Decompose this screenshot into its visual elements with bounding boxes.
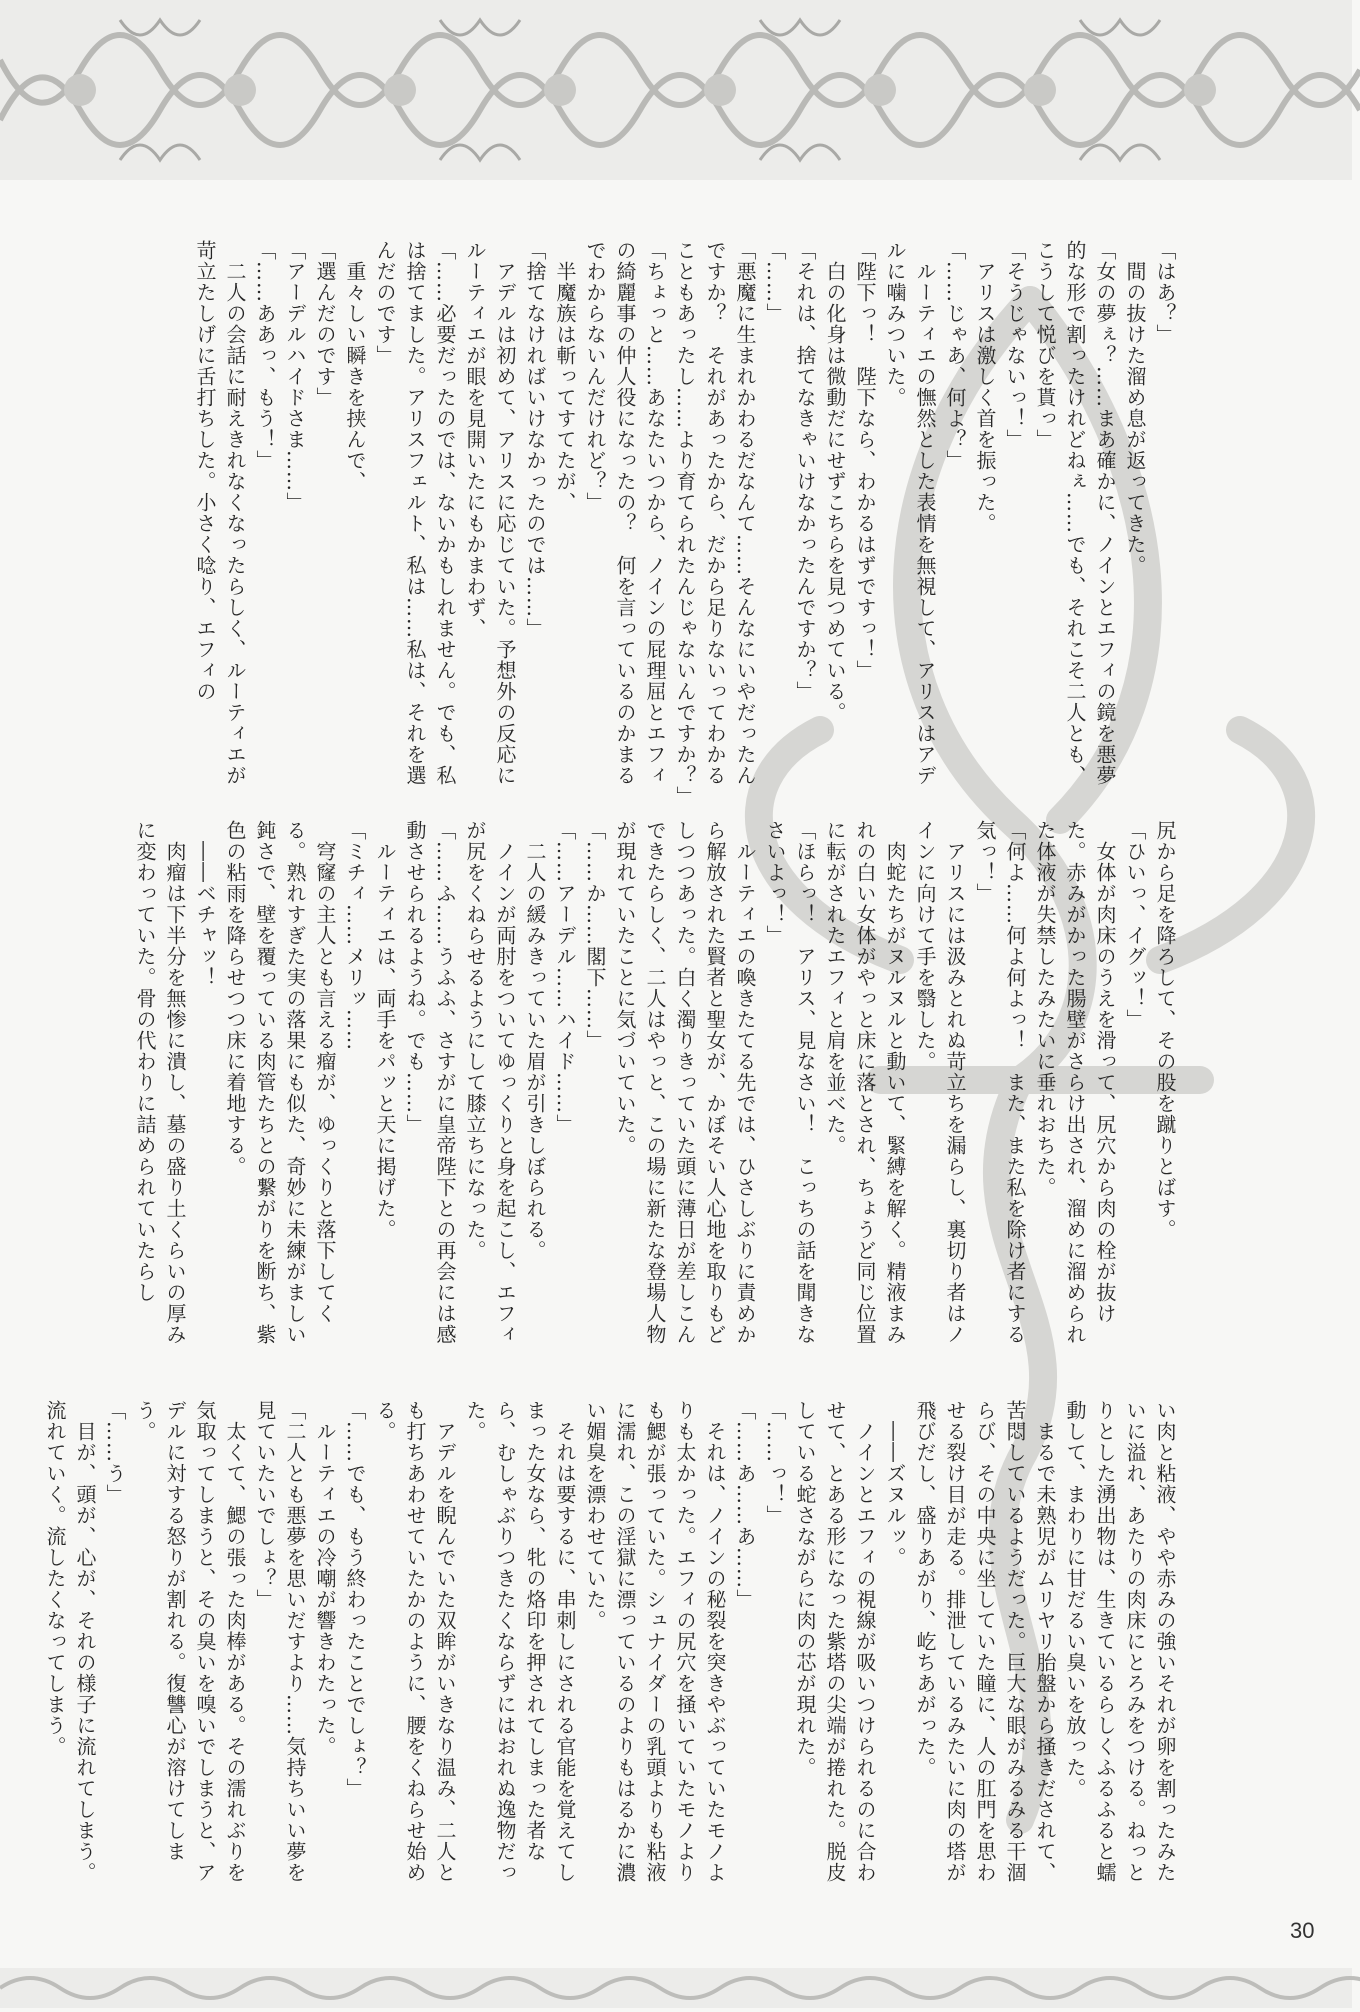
paragraph: 「アーデルハイドさま……」 (283, 240, 307, 513)
paragraph: 「悪魔に生まれかわるだなんて……そんなにいやだったんですか？ それがあったから、だから足りないってわかることもあったし……より育てられたんじゃないんですか？」 (673, 240, 757, 807)
paragraph: 二人の会話に耐えきれなくなったらしく、ルーティエが苛立たしげに舌打ちした。小さく唸り、エフィの (193, 240, 247, 786)
paragraph: 「……う」 (103, 1400, 127, 1505)
paragraph: 「捨てなければいけなかったのでは……」 (523, 240, 547, 639)
paragraph: 「……ふ……うふふ、さすがに皇帝陛下との再会には感動させられるようね。でも……」 (403, 820, 457, 1345)
paragraph: 穹窿の主人とも言える瘤が、ゆっくりと落下してくる。熟れすぎた実の落果にも似た、奇妙に未練がましい鈍さで、壁を覆っている肉管たちとの繋がりを断ち、紫色の粘雨を降らせつつ床に着地する。 (223, 820, 337, 1345)
paragraph: 「……ああっ、もう！」 (253, 240, 277, 471)
paragraph: 白の化身は微動だにせずこちらを見つめている。 (823, 240, 847, 723)
paragraph: アリスは激しく首を振った。 (973, 240, 997, 534)
paragraph: ――ベチャッ！ (193, 820, 217, 988)
paragraph: 尻から足を降ろして、その股を蹴りとばす。 (1153, 820, 1177, 1240)
paragraph: 「ほらっ！ アリス、見なさい！ こっちの話を聞きなさいよっ！」 (763, 820, 817, 1345)
paragraph: 重々しい瞬きを挟んで、 (343, 240, 367, 492)
paragraph: 「陛下っ！ 陛下なら、わかるはずですっ！」 (853, 240, 877, 681)
paragraph: 「はあ？」 (1153, 240, 1177, 345)
paragraph: 「それは、捨てなきゃいけなかったんですか？」 (793, 240, 817, 702)
paragraph: 「何よ……何よ何よっ！ また、また私を除け者にする気っ！」 (973, 820, 1027, 1345)
ornate-border-icon (0, 1968, 1352, 2008)
paragraph: ルーティエの憮然とした表情を無視して、アリスはアデルに噛みついた。 (883, 240, 937, 786)
text-block-middle (80, 820, 1180, 1360)
paragraph: それは要するに、串刺しにされる官能を覚えてしまった女なら、牝の烙印を押されてしまった者なら、むしゃぶりつきたくならずにはおれぬ逸物だった。 (463, 1400, 577, 1883)
page-number: 30 (1290, 1918, 1315, 1943)
paragraph: ノインとエフィの視線が吸いつけられるのに合わせて、とある形になった紫塔の尖端が捲れた。脱皮している蛇さながらに肉の芯が現れた。 (793, 1400, 877, 1883)
paragraph: まるで未熟児がムリヤリ胎盤から掻きだされて、苦悶しているようだった。巨大な眼がみるみる干涸らび、その中央に坐していた瞳に、人の肛門を思わせる裂け目が走る。排泄しているみたいに肉の塔が飛びだし、盛りあがり、屹ちあがった。 (913, 1400, 1057, 1883)
paragraph: 「二人とも悪夢を思いだすより……気持ちいい夢を見ていたいでしょ？」 (253, 1400, 307, 1883)
paragraph: 「……か……閣下……」 (583, 820, 607, 1051)
paragraph: 「そうじゃないっ！」 (1003, 240, 1027, 450)
paragraph: 「女の夢ぇ？……まあ確かに、ノインとエフィの鏡を悪夢的な形で割ったけれどねぇ……でも、それこそ二人とも、こうして悦びを貰っ」 (1033, 240, 1117, 786)
top-ornamental-border (0, 0, 1352, 180)
bottom-ornamental-border (0, 1968, 1352, 2008)
paragraph: 「ひいっ、イグッ！」 (1123, 820, 1147, 1030)
text-block-top (80, 240, 1180, 807)
paragraph: 間の抜けた溜め息が返ってきた。 (1123, 240, 1147, 576)
paragraph: 「……」 (763, 240, 787, 324)
paragraph: アリスには汲みとれぬ苛立ちを漏らし、裏切り者はノインに向けて手を翳した。 (913, 820, 967, 1345)
ornate-border-icon (0, 0, 1352, 180)
paragraph: 「……でも、もう終わったことでしょ？」 (343, 1400, 367, 1799)
paragraph: ルーティエの冷嘲が響きわたった。 (313, 1400, 337, 1757)
paragraph: 「……必要だったのでは、ないかもしれません。でも、私は捨てました。アリスフェルト、私は……私は、それを選んだのです」 (373, 240, 457, 786)
paragraph: アデルを睨んでいた双眸がいきなり温み、二人とも打ちあわせていたかのように、腰をくねらせ始める。 (373, 1400, 457, 1883)
paragraph: ノインが両肘をついてゆっくりと身を起こし、エフィが尻をくねらせるようにして膝立ちになった。 (463, 820, 517, 1345)
paragraph: それは、ノインの秘裂を突きやぶっていたモノよりも太かった。エフィの尻穴を掻いていたモノよりも鰓が張っていた。シュナイダーの乳頭よりも粘液に濡れ、この淫獄に漂っているのよりもはるかに濃い媚臭を漂わせていた。 (583, 1400, 727, 1883)
paragraph: 女体が肉床のうえを滑って、尻穴から肉の栓が抜けた。赤みがかった腸壁がさらけ出され、溜めに溜められた体液が失禁したみたいに垂れおちた。 (1033, 820, 1117, 1345)
paragraph: 半魔族は斬ってすてたが、 (553, 240, 577, 513)
paragraph: 肉蛇たちがヌルヌルと動いて、緊縛を解く。精液まみれの白い女体がやっと床に落とされ、ちょうど同じ位置に転がされたエフィと肩を並べた。 (823, 820, 907, 1345)
paragraph: 「ミチィ……メリッ…… (343, 820, 367, 1051)
paragraph: 太くて、鰓の張った肉棒がある。その濡れぶりを気取ってしまうと、その臭いを嗅いでしまうと、アデルに対する怒りが割れる。復讐心が溶けてしまう。 (133, 1400, 247, 1883)
paragraph: 「……あ……あ……」 (733, 1400, 757, 1610)
text-block-bottom (43, 1400, 1180, 1900)
paragraph: ――ズヌルッ。 (883, 1400, 907, 1568)
paragraph: 目が、頭が、心が、それの様子に流れてしまう。流れていく。流したくなってしまう。 (43, 1400, 97, 1883)
paragraph: い肉と粘液、やや赤みの強いそれが卵を割ったみたいに溢れ、あたりの肉床にとろみをつける。ねっとりとした湧出物は、生きているらしくふるふると蠕動して、まわりに甘だるい臭いを放った。 (1063, 1400, 1177, 1883)
paragraph: ルーティエの喚きたてる先では、ひさしぶりに責めから解放された賢者と聖女が、かぼそい人心地を取りもどしつつあった。白く濁りきっていた頭に薄日が差しこんできたらしく、二人はやっと、この場に新たな登場人物が現れていたことに気づいていた。 (613, 820, 757, 1345)
paragraph: ルーティエは、両手をパッと天に掲げた。 (373, 820, 397, 1240)
paragraph: 「ちょっと……あなたいつから、ノインの屁理屈とエフィの綺麗事の仲人役になったの？ 何を言っているのかまるでわからないんだけれど？」 (583, 240, 667, 786)
paragraph: 肉瘤は下半分を無惨に潰し、墓の盛り土くらいの厚みに変わっていた。骨の代わりに詰められていたらし (133, 820, 187, 1345)
paragraph: アデルは初めて、アリスに応じていた。予想外の反応にルーティエが眼を見開いたにもかまわず、 (463, 240, 517, 786)
paragraph: 「……じゃあ、何よ？」 (943, 240, 967, 471)
paragraph: 「……っ！」 (763, 1400, 787, 1526)
paragraph: 二人の緩みきっていた眉が引きしぼられる。 (523, 820, 547, 1261)
paragraph: 「……アーデル……ハイド……」 (553, 820, 577, 1135)
paragraph: 「選んだのです」 (313, 240, 337, 408)
